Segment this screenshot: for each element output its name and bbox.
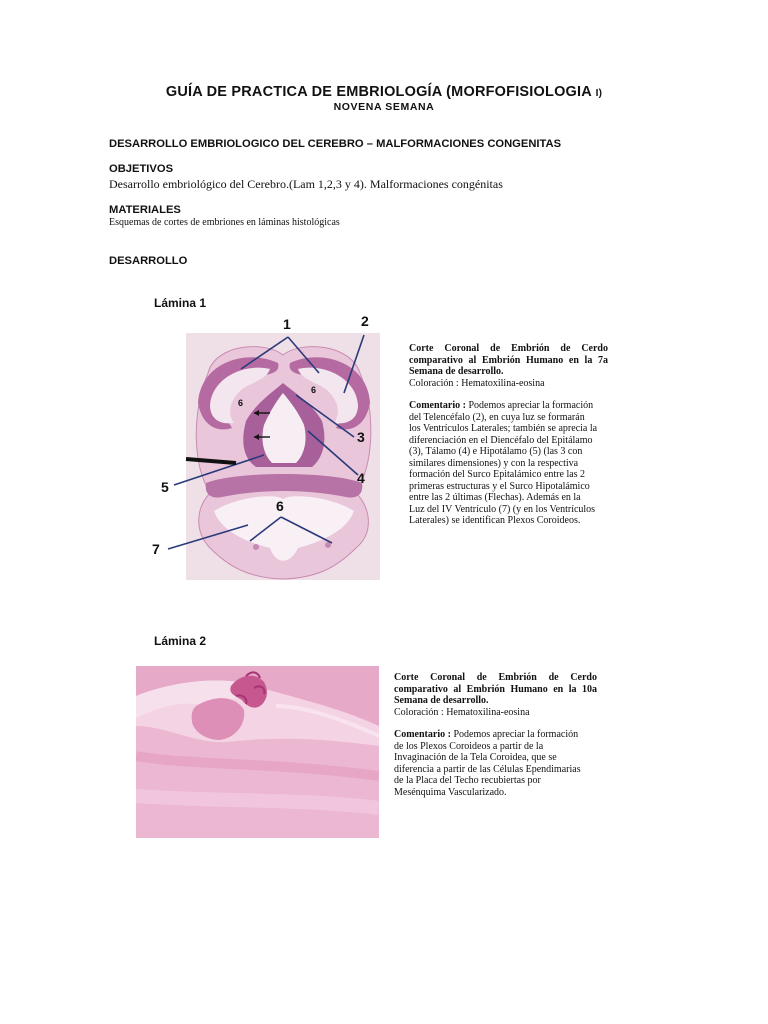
lamina2-caption <box>394 672 597 798</box>
materiales-heading: MATERIALES <box>109 204 181 216</box>
lamina1-comentario-line: Podemos apreciar la formación <box>465 400 594 411</box>
label-2: 2 <box>361 313 369 329</box>
lamina2-comentario-line: de los Plexos Coroideos a partir de la <box>394 740 544 752</box>
title-main: GUÍA DE PRACTICA DE EMBRIOLOGÍA (MORFOFISIOLOGIA <box>165 84 592 100</box>
label-6-bottom: 6 <box>276 498 284 514</box>
lamina2-comentario-line: de la Placa del Techo recubiertas por <box>394 775 541 786</box>
lamina2-coloracion: Coloración : Hematoxilina-eosina <box>394 706 530 718</box>
label-3: 3 <box>357 429 365 445</box>
lamina1-comentario-line: Laterales) se identifican Plexos Coroideos. <box>409 515 581 526</box>
lamina1-caption-line-1: Corte Coronal de Embrión de Cerdo <box>409 343 608 354</box>
lamina1-caption <box>409 343 608 527</box>
objetivos-text: Desarrollo embriológico del Cerebro.(Lam 1,2,3 y 4). Malformaciones congénitas <box>109 177 503 191</box>
lamina2-caption-line-1: Corte Coronal de Embrión de Cerdo <box>394 672 597 683</box>
lamina1-coloracion: Coloración : Hematoxilina-eosina <box>409 377 545 389</box>
topic-heading: DESARROLLO EMBRIOLOGICO DEL CEREBRO – MALFORMACIONES CONGENITAS <box>109 138 562 150</box>
label-7: 7 <box>152 541 160 557</box>
lamina1-comentario-line: formación del Surco Epitalámico entre las 2 <box>409 469 586 480</box>
desarrollo-heading: DESARROLLO <box>109 255 188 267</box>
objetivos-heading: OBJETIVOS <box>109 163 174 175</box>
lamina1-title: Lámina 1 <box>154 296 207 310</box>
lamina1-comentario-line: (3), Tálamo (4) e Hipotálamo (5) (las 3 con <box>409 446 583 457</box>
page-subtitle: NOVENA SEMANA <box>333 101 435 113</box>
label-1: 1 <box>283 316 291 332</box>
lamina2-comentario-line: diferencia a partir de las Células Ependimarias <box>394 763 581 775</box>
lamina1-comentario-line: los Ventrículos Laterales; también se aprecia la <box>409 423 598 434</box>
lamina1-caption-line-2: comparativo al Embrión Humano en la 7a <box>409 354 608 366</box>
lamina2-comentario-line: Mesénquima Vascularizado. <box>394 786 507 798</box>
lamina2-caption-line-2: comparativo al Embrión Humano en la 10a <box>394 683 597 695</box>
materiales-text: Esquemas de cortes de embriones en láminas histológicas <box>109 217 340 228</box>
label-6-left: 6 <box>238 398 244 408</box>
lamina1-comentario-line: similares dimensiones) y con la respectiva <box>409 457 579 469</box>
lamina2-caption-line-3: Semana de desarrollo. <box>394 695 489 706</box>
lamina1-comentario-line: del Telencéfalo (2), en cuya luz se formarán <box>409 411 585 423</box>
lamina2-title: Lámina 2 <box>154 634 207 648</box>
lamina2-comentario-line: Podemos apreciar la formación <box>450 729 579 740</box>
lamina1-comentario-line: diferenciación en el Diencéfalo del Epitálamo <box>409 434 593 446</box>
lamina1-comentario-line: entre las 2 últimas (Flechas). Además en la <box>409 492 581 503</box>
lamina2-comentario-line: Invaginación de la Tela Coroidea, que se <box>394 752 557 763</box>
lamina1-comentario-line: primeras estructuras y el Surco Hipotalámico <box>409 480 590 492</box>
lamina1-caption-line-3: Semana de desarrollo. <box>409 366 504 377</box>
lamina1-comentario-label: Comentario : <box>409 400 466 411</box>
label-6-right: 6 <box>311 385 317 395</box>
lamina2-comentario-label: Comentario : <box>394 729 451 740</box>
lamina1-comentario-line: Luz del IV Ventrículo (7) (y en los Ventrículos <box>409 503 596 515</box>
label-4: 4 <box>357 470 365 486</box>
label-5: 5 <box>161 479 169 495</box>
lamina2-micrograph <box>136 666 379 838</box>
title-suffix: I) <box>595 88 603 99</box>
